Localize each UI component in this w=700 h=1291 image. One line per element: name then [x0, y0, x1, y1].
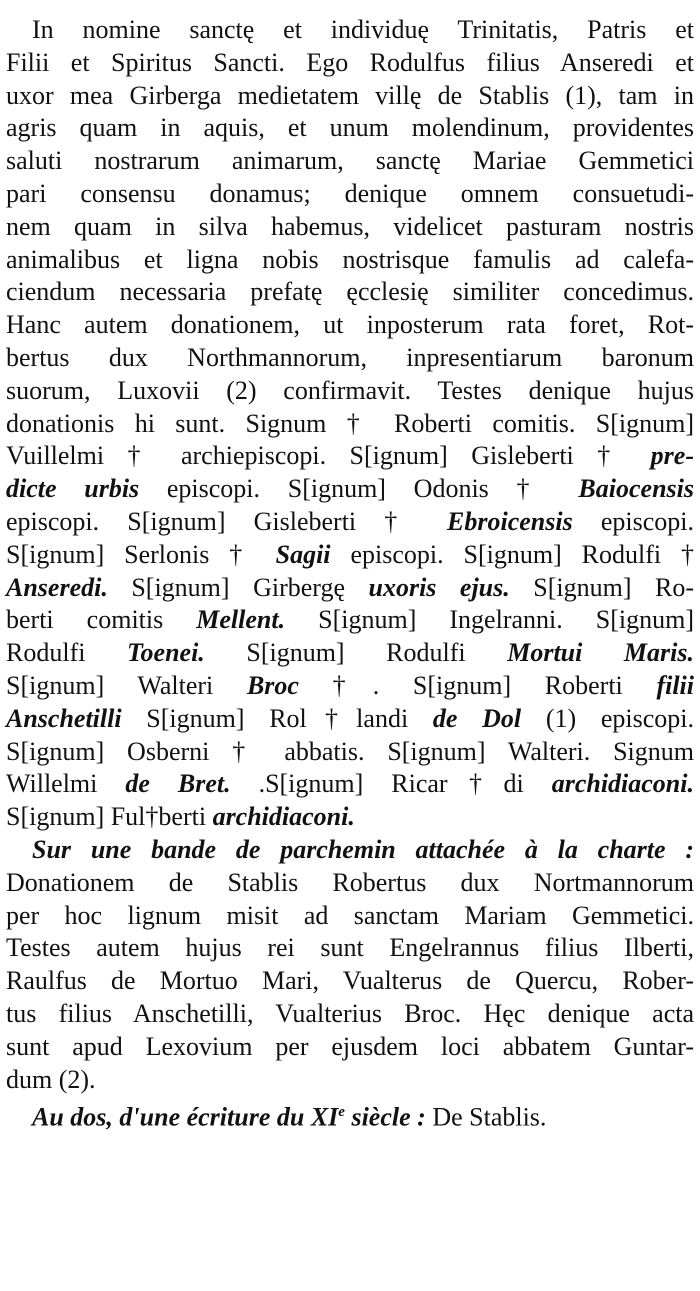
italic-text-segment: de Bret. — [125, 769, 231, 799]
text-line — [6, 867, 694, 900]
text-line — [6, 440, 694, 473]
text-line — [6, 932, 694, 965]
text-segment: saluti nostrarum animarum, sanctę Mariae Gemmetici — [6, 146, 694, 176]
text-segment: episcopi. S[ignum] Rodulfi † — [330, 539, 694, 569]
text-segment: bertus dux Northmannorum, inpresentiarum baronum — [6, 342, 694, 372]
text-segment: animalibus et ligna nobis nostrisque famulis ad calefa- — [6, 244, 694, 274]
text-line — [6, 473, 694, 506]
text-line — [6, 965, 694, 998]
italic-text-segment: siècle : — [344, 1102, 426, 1132]
text-line — [6, 1096, 694, 1132]
italic-text-segment: Mellent. — [196, 605, 286, 635]
document-page — [6, 14, 694, 1132]
italic-text-segment: de Dol — [432, 703, 522, 733]
text-line — [6, 998, 694, 1031]
text-segment: S[ignum] Ful†berti — [6, 802, 213, 832]
text-segment: S[ignum] Osberni † abbatis. S[ignum] Walteri. Signum — [6, 736, 694, 766]
text-segment: (1) episcopi. — [521, 703, 694, 733]
text-segment: episcopi. S[ignum] Gisleberti † — [6, 506, 448, 536]
text-line — [6, 572, 694, 605]
text-line — [6, 506, 694, 539]
text-segment: S[ignum] Walteri — [6, 670, 247, 700]
italic-text-segment: Toenei. — [127, 638, 205, 668]
text-segment: Hanc autem donationem, ut inposterum rata foret, Rot- — [6, 310, 694, 340]
text-line — [6, 834, 694, 867]
text-line — [6, 801, 694, 834]
text-segment: S[ignum] Rol†landi — [121, 703, 433, 733]
text-line — [6, 14, 694, 47]
italic-text-segment: Mortui Maris. — [507, 638, 694, 668]
italic-text-segment: e — [338, 1104, 345, 1121]
text-segment: donationis hi sunt. Signum † Roberti comitis. S[ignum] — [6, 408, 694, 438]
text-segment: uxor mea Girberga medietatem villę de Stablis (1), tam in — [6, 80, 694, 110]
text-segment: dum (2). — [6, 1064, 96, 1094]
text-segment: Raulfus de Mortuo Mari, Vualterus de Quercu, Rober- — [6, 966, 694, 996]
text-segment: per hoc lignum misit ad sanctam Mariam Gemmetici. — [6, 900, 694, 930]
italic-text-segment: filii — [656, 670, 694, 700]
italic-text-segment: Anseredi. — [6, 572, 108, 602]
text-line — [6, 309, 694, 342]
italic-text-segment: archidiaconi. — [212, 802, 355, 832]
text-line — [6, 900, 694, 933]
text-segment: Donationem de Stablis Robertus dux Nortmannorum — [6, 867, 694, 897]
text-line — [6, 342, 694, 375]
italic-text-segment: dicte urbis — [6, 474, 140, 504]
text-line — [6, 1064, 694, 1097]
text-segment: nem quam in silva habemus, videlicet pasturam nostris — [6, 211, 694, 241]
text-line — [6, 145, 694, 178]
text-segment: pari consensu donamus; denique omnem consuetudi- — [6, 178, 694, 208]
text-segment: Filii et Spiritus Sancti. Ego Rodulfus filius Anseredi et — [6, 47, 694, 77]
italic-text-segment: Anschetilli — [6, 703, 122, 733]
text-segment: agris quam in aquis, et unum molendinum, providentes — [6, 113, 694, 143]
text-line — [6, 539, 694, 572]
text-segment: S[ignum] Serlonis † — [6, 539, 276, 569]
text-segment: †. S[ignum] Roberti — [298, 670, 657, 700]
text-line — [6, 703, 694, 736]
italic-text-segment: Sur une bande de parchemin attachée à la charte : — [32, 834, 694, 864]
text-segment: sunt apud Lexovium per ejusdem loci abbatem Guntar- — [6, 1031, 694, 1061]
text-line — [6, 637, 694, 670]
text-segment: .S[ignum] Ricar†di — [230, 769, 552, 799]
text-segment: S[ignum] Ingelranni. S[ignum] — [285, 605, 694, 635]
text-segment: Testes autem hujus rei sunt Engelrannus filius Ilberti, — [6, 933, 694, 963]
text-line — [6, 276, 694, 309]
text-line — [6, 211, 694, 244]
text-line — [6, 112, 694, 145]
text-line — [6, 375, 694, 408]
text-line — [6, 80, 694, 113]
text-segment: episcopi. S[ignum] Odonis † — [139, 474, 579, 504]
text-segment: berti comitis — [6, 605, 197, 635]
italic-text-segment: Broc — [246, 670, 299, 700]
text-line — [6, 604, 694, 637]
italic-text-segment: uxoris ejus. — [368, 572, 510, 602]
text-line — [6, 670, 694, 703]
text-segment: S[ignum] Ro- — [509, 572, 694, 602]
text-segment: In nomine sanctę et individuę Trinitatis, Patris et — [32, 15, 694, 44]
text-segment: episcopi. — [572, 506, 694, 536]
text-segment: ciendum necessaria prefatę ęcclesię similiter concedimus. — [6, 277, 694, 307]
italic-text-segment: Sagii — [275, 539, 331, 569]
text-segment: S[ignum] Girbergę — [107, 572, 369, 602]
text-segment: Willelmi — [6, 769, 126, 799]
text-segment: Vuillelmi † archiepiscopi. S[ignum] Gisleberti † — [6, 441, 651, 471]
text-line — [6, 244, 694, 277]
italic-text-segment: archidiaconi. — [551, 769, 694, 799]
italic-text-segment: Ebroicensis — [447, 506, 573, 536]
text-line — [6, 408, 694, 441]
text-line — [6, 736, 694, 769]
text-line — [6, 768, 694, 801]
text-line — [6, 178, 694, 211]
text-segment: Rodulfi — [6, 638, 128, 668]
text-segment: De Stablis. — [425, 1102, 547, 1132]
italic-text-segment: pre- — [650, 441, 694, 471]
text-segment: tus filius Anschetilli, Vualterius Broc. Hęc denique acta — [6, 998, 694, 1028]
text-segment: suorum, Luxovii (2) confirmavit. Testes denique hujus — [6, 375, 694, 405]
italic-text-segment: Au dos, d'une écriture du XI — [32, 1102, 339, 1132]
text-line — [6, 47, 694, 80]
italic-text-segment: Baiocensis — [578, 474, 694, 504]
text-segment: S[ignum] Rodulfi — [204, 638, 508, 668]
text-line — [6, 1031, 694, 1064]
